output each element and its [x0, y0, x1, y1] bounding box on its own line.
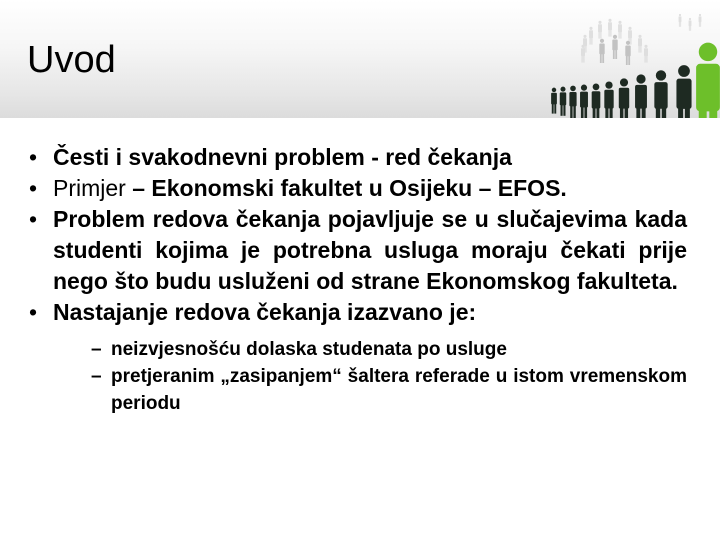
list-item — [27, 173, 687, 204]
bullet-plain-text: Primjer — [53, 175, 126, 201]
sub-bullet-text: neizvjesnošću dolaska studenata po usluge — [111, 339, 507, 360]
bullet-text: Problem redova čekanja pojavljuje se u slučajevima kada studenti kojima je potrebna usluga moraju čekati prije nego što budu usluženi od strane Ekonomskog fakulteta. — [53, 206, 687, 294]
bullet-text: Česti i svakodnevni problem - red čekanja — [53, 144, 512, 170]
bullet-list — [27, 142, 687, 417]
sub-list-item — [53, 336, 687, 363]
list-item — [27, 142, 687, 173]
crowd-of-people-icon — [450, 0, 720, 118]
sub-bullet-text: pretjeranim „zasipanjem“ šaltera referade u istom vremenskom periodu — [111, 366, 687, 414]
slide-title: Uvod — [27, 39, 116, 81]
list-item — [27, 297, 687, 417]
bullet-text: – Ekonomski fakultet u Osijeku – EFOS. — [125, 175, 567, 201]
slide-header — [0, 0, 720, 118]
slide-body — [27, 142, 687, 417]
sub-list-item — [53, 363, 687, 417]
sub-bullet-list — [53, 336, 687, 417]
list-item — [27, 204, 687, 297]
bullet-text: Nastajanje redova čekanja izazvano je: — [53, 299, 477, 325]
